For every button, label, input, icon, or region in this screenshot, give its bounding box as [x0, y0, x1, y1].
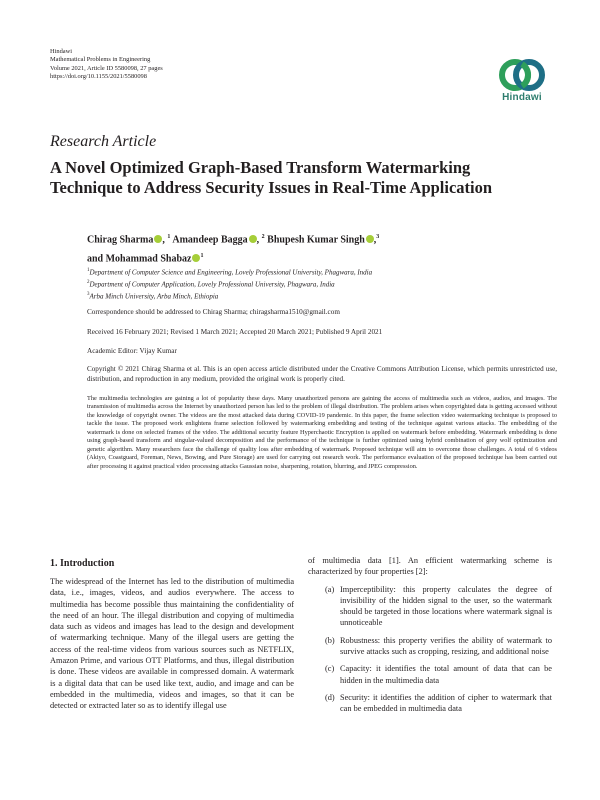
intro-right-column — [308, 555, 552, 715]
author-affil-sup: 2 — [261, 234, 265, 240]
paper-title — [50, 158, 570, 198]
copyright-notice: Copyright © 2021 Chirag Sharma et al. This is an open access article distributed under the Creative Commons Attribution License, which permits unrestricted use, distribution, and reproduction in any medium, provided the original work is properly cited. — [87, 365, 557, 383]
affiliation-text: Arba Minch University, Arba Minch, Ethiopia — [89, 291, 219, 300]
title-line-2: Technique to Address Security Issues in Real-Time Application — [50, 178, 493, 197]
list-item-text: Security: it identifies the addition of cipher to watermark that can be embedded in multimedia data — [340, 692, 552, 714]
abstract: The multimedia technologies are gaining a lot of popularity these days. Many unauthorized persons are gaining the access of multimedia such as videos, audios, and images. The transmission of multimedia across the Internet by unauthorized person has led to the problem of illegal distribution. The problem arises when copyrighted data is getting accessed without the knowledge of copyright owner. The videos are the most attacked data during COVID-19 pandemic. In this paper, the frame selection video watermarking technique is proposed to tackle the issue. The proposed work enlightens frame selection followed by watermarking embedding and testing of the technique against various attacks. The embedding of the watermark is done on selected frames of the video. The additional security feature Hyperchaotic Encryption is applied on watermark before embedding. Watermark embedding is done using graph-based transform and singular-valued decomposition and the performance of the technique is further optimized using hybrid combination of grey wolf optimization and genetic algorithm. Many researchers face the challenge of quality loss after embedding of watermark. Proposed technique will aim to overcome those challenges. A total of 6 videos (Akiyo, Coastguard, Foreman, News, Bowing, and Pure Storage) are used for carrying out research work. The performance evaluation of the proposed technique has been carried out after processing it against practical video processing attacks Gaussian noise, sharpening, rotation, blurring, and JPEG compression. — [87, 395, 557, 470]
list-item — [308, 584, 552, 629]
author-affil-sup: 1 — [200, 253, 204, 260]
affiliation-item — [87, 290, 372, 302]
author-separator: , — [256, 234, 262, 246]
author-list — [87, 229, 567, 268]
logo-wordmark: Hindawi — [502, 92, 542, 103]
author-name: Bhupesh Kumar Singh — [267, 234, 365, 246]
academic-editor: Academic Editor: Vijay Kumar — [87, 347, 177, 355]
author-name: Amandeep Bagga — [172, 234, 248, 246]
doi-link[interactable]: https://doi.org/10.1155/2021/5580098 — [50, 73, 147, 81]
list-item-label: (d) — [325, 692, 335, 702]
author-name: and Mohammad Shabaz — [87, 253, 192, 265]
title-line-1: A Novel Optimized Graph-Based Transform Watermarking — [50, 158, 471, 177]
list-item — [308, 663, 552, 686]
volume-info: Volume 2021, Article ID 5580098, 27 pages — [50, 64, 163, 72]
affiliation-sup: 3 — [87, 291, 90, 297]
author-name: Chirag Sharma — [87, 234, 154, 246]
orcid-icon[interactable] — [249, 235, 257, 243]
author-separator: , — [162, 234, 168, 246]
orcid-icon[interactable] — [366, 235, 374, 243]
affiliations — [87, 266, 372, 301]
affiliation-text: Department of Computer Science and Engineering, Lovely Professional University, Phagwara, India — [89, 268, 373, 277]
intro-right-lead: of multimedia data [1]. An efficient watermarking scheme is characterized by four properties [2]: — [308, 556, 552, 577]
list-item — [308, 635, 552, 658]
list-item-label: (a) — [325, 584, 335, 594]
correspondence: Correspondence should be addressed to Chirag Sharma; chiragsharma1510@gmail.com — [87, 308, 340, 316]
list-item — [308, 692, 552, 715]
author-affil-sup: 3 — [376, 234, 380, 240]
list-item-text: Robustness: this property verifies the ability of watermark to survive attacks such as cropping, resizing, and additional noise — [340, 635, 552, 657]
list-item-text: Capacity: it identifies the total amount of data that can be hidden in the multimedia data — [340, 664, 552, 685]
affiliation-text: Department of Computer Application, Lovely Professional University, Phagwara, India — [89, 280, 335, 289]
journal-name: Mathematical Problems in Engineering — [50, 56, 151, 64]
affiliation-sup: 1 — [87, 268, 90, 273]
list-item-label: (c) — [325, 664, 335, 674]
list-item-text: Imperceptibility: this property calculates the degree of invisibility of the hidden signal to the user, so the watermark should be targeted in those locations where watermark signal is unnoticeable — [340, 584, 552, 628]
author-separator: , — [373, 234, 377, 246]
affiliation-item — [87, 266, 372, 278]
section-heading: 1. Introduction — [50, 558, 115, 569]
list-item-label: (b) — [325, 635, 335, 645]
publisher-name: Hindawi — [50, 48, 73, 55]
affiliation-sup: 2 — [87, 279, 90, 285]
affiliation-item — [87, 278, 372, 290]
article-type: Research Article — [50, 133, 157, 150]
orcid-icon[interactable] — [192, 254, 200, 262]
publication-dates: Received 16 February 2021; Revised 1 March 2021; Accepted 20 March 2021; Published 9 April 2021 — [87, 328, 383, 336]
journal-header — [50, 48, 163, 82]
author-affil-sup: 1 — [167, 234, 171, 240]
intro-left-column: The widespread of the Internet has led to the distribution of multimedia data, i.e., images, videos, and audios everywhere. The access to multimedia has become possible thus maintaining the confidentiality of the need of an hour. The illegal distribution and copying of multimedia data such as videos and images has lead to the design and development of watermarking technique. Many of the illegal users are getting the access of the real-time videos from various sources such as NETFLIX, Amazon Prime, and various OTT Platforms, and thus, illegal distribution is done. These videos are available in compressed domain. A watermark is a digital data that can be used like text, audio, and image and can be embedded in the multimedia, videos and images, so that it can be detected or extracted later so as to identify illegal use — [50, 577, 294, 711]
